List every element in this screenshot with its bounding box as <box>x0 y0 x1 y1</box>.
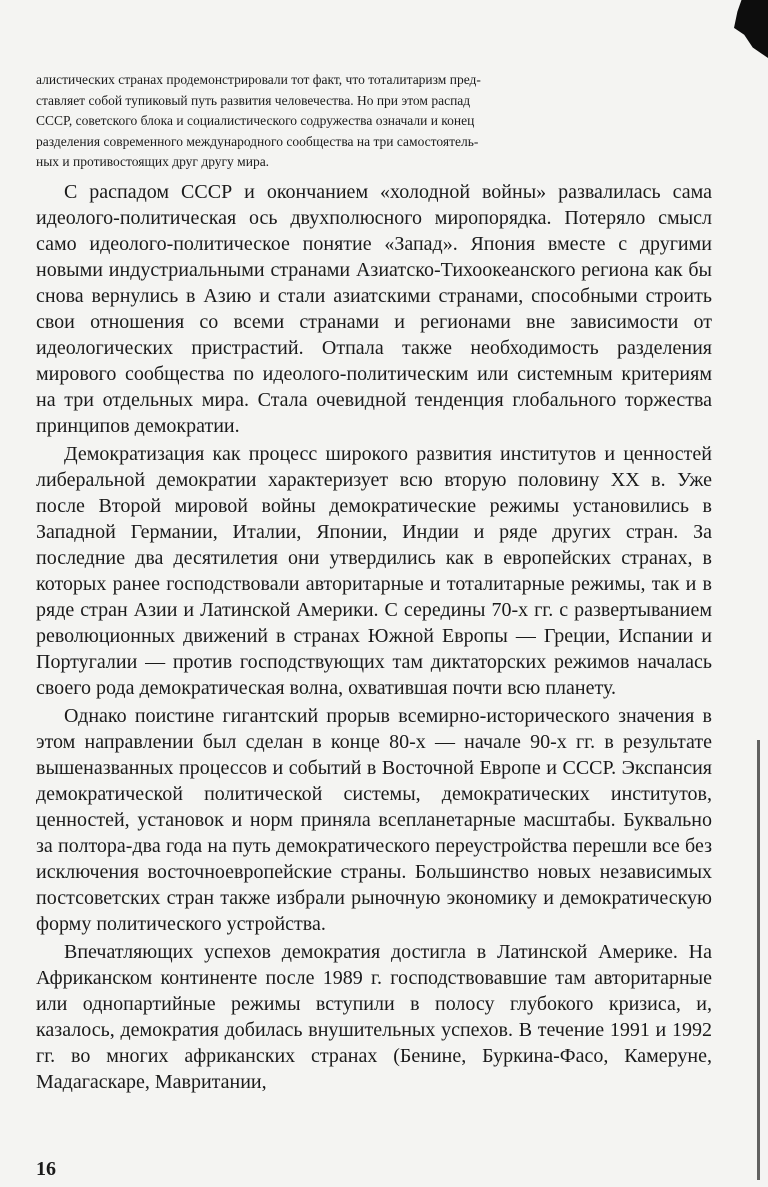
page-body <box>36 70 712 1097</box>
intro-line: ных и противостоящих друг другу мира. <box>36 154 270 169</box>
scan-edge-line <box>757 740 760 1180</box>
page-number: 16 <box>36 1158 56 1180</box>
intro-line: алистических странах продемонстрировали тот факт, что тоталитаризм пред- <box>36 72 481 87</box>
scan-edge-mark <box>734 0 768 58</box>
intro-line: ставляет собой тупиковый путь развития человечества. Но при этом распад <box>36 92 471 108</box>
paragraph-ussr-collapse: С распадом СССР и окончанием «холодной войны» развалилась сама идеолого-политическая ось двухполюсного миропорядка. Потеряло смысл само идеолого-политическое понятие «Запад». Япония вместе с другими новыми индустриальными странами Азиатско-Тихоокеанского региона как бы снова вернулись в Азию и стали азиатскими странами, способными строить свои отношения со всеми странами и регионами вне зависимости от идеологических пристрастий. Отпала также необходимость разделения мирового сообщества по идеолого-политическим или системным критериям на три отдельных мира. Стала очевидной тенденция глобального торжества принципов демократии. <box>36 180 712 437</box>
intro-paragraph <box>36 70 712 173</box>
paragraph-latin-america-africa: Впечатляющих успехов демократия достигла в Латинской Америке. На Африканском континенте после 1989 г. господствовавшие там авторитарные или однопартийные режимы вступили в полосу глубокого кризиса, и, казалось, демократия добилась внушительных успехов. В течение 1991 и 1992 гг. во многих африканских странах (Бенине, Буркина-Фасо, Камеруне, Мадагаскаре, Мавритании, <box>36 940 712 1093</box>
intro-line: СССР, советского блока и социалистического содружества означали и конец <box>36 113 475 128</box>
intro-line: разделения современного международного сообщества на три самостоятель- <box>36 133 479 149</box>
paragraph-breakthrough: Однако поистине гигантский прорыв всемирно-исторического значения в этом направлении был сделан в конце 80-х — начале 90-х гг. в результате вышеназванных процессов и событий в Восточной Европе и СССР. Экспансия демократической политической системы, демократических институтов, ценностей, установок и норм приняла всепланетарные масштабы. Буквально за полтора-два года на путь демократического переустройства перешли все без исключения восточноевропейские страны. Большинство новых независимых постсоветских стран также избрали рыночную экономику и демократическую форму политического устройства. <box>36 704 712 935</box>
paragraph-democratization: Демократизация как процесс широкого развития институтов и ценностей либеральной демократии характеризует всю вторую половину XX в. Уже после Второй мировой войны демократические режимы установились в Западной Германии, Италии, Японии, Индии и ряде других стран. За последние два десятилетия они утвердились как в европейских странах, в которых ранее господствовали авторитарные и тоталитарные режимы, так и в ряде стран Азии и Латинской Америки. С середины 70-х гг. с развертыванием революционных движений в странах Южной Европы — Греции, Испании и Португалии — против господствующих там диктаторских режимов началась своего рода демократическая волна, охватившая почти всю планету. <box>36 442 712 699</box>
